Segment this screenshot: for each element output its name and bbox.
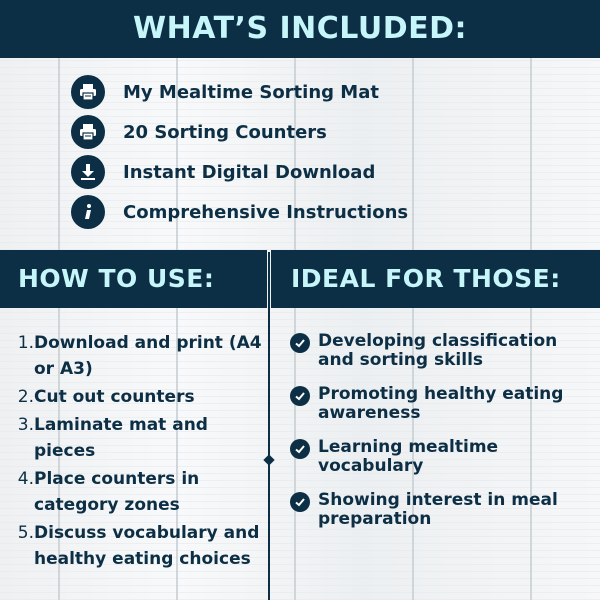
check-circle-icon — [290, 492, 310, 512]
whats-included-banner: WHAT’S INCLUDED: — [0, 0, 600, 58]
ideal-text: Showing interest in meal preparation — [318, 490, 558, 529]
ideal-for-banner: IDEAL FOR THOSE: — [271, 250, 600, 308]
how-to-steps — [12, 330, 262, 574]
included-label: 20 Sorting Counters — [123, 121, 327, 143]
step-number: 5. — [17, 523, 34, 543]
step-number: 1. — [17, 333, 34, 353]
included-label: My Mealtime Sorting Mat — [123, 81, 379, 103]
included-item — [71, 152, 408, 192]
ideal-item — [290, 332, 590, 370]
included-item — [71, 112, 408, 152]
step-item — [12, 520, 262, 572]
divider-ornament — [263, 454, 274, 465]
included-label: Instant Digital Download — [123, 161, 376, 183]
printer-icon — [71, 115, 105, 149]
info-icon — [71, 195, 105, 229]
step-item — [12, 384, 262, 410]
ideal-text: Learning mealtime vocabulary — [318, 437, 499, 476]
ideal-for-list — [290, 332, 590, 544]
check-circle-icon — [290, 439, 310, 459]
step-number: 3. — [17, 415, 34, 435]
check-circle-icon — [290, 333, 310, 353]
included-label: Comprehensive Instructions — [123, 201, 409, 223]
included-list — [71, 72, 408, 232]
ideal-text: Developing classification and sorting skills — [318, 331, 558, 370]
step-number: 4. — [17, 469, 34, 489]
step-text: Cut out counters — [34, 387, 195, 407]
check-circle-icon — [290, 386, 310, 406]
download-icon — [71, 155, 105, 189]
how-to-use-banner: HOW TO USE: — [0, 250, 267, 308]
step-text: Place counters in category zones — [34, 469, 200, 515]
included-item — [71, 192, 408, 232]
step-item — [12, 466, 262, 518]
step-item — [12, 330, 262, 382]
step-item — [12, 412, 262, 464]
printer-icon — [71, 75, 105, 109]
step-text: Download and print (A4 or A3) — [34, 333, 262, 379]
ideal-text: Promoting healthy eating awareness — [318, 384, 564, 423]
ideal-item — [290, 385, 590, 423]
step-text: Laminate mat and pieces — [34, 415, 208, 461]
ideal-item — [290, 438, 590, 476]
step-text: Discuss vocabulary and healthy eating choices — [34, 523, 260, 569]
step-number: 2. — [17, 387, 34, 407]
column-divider — [268, 252, 270, 600]
included-item — [71, 72, 408, 112]
ideal-item — [290, 491, 590, 529]
